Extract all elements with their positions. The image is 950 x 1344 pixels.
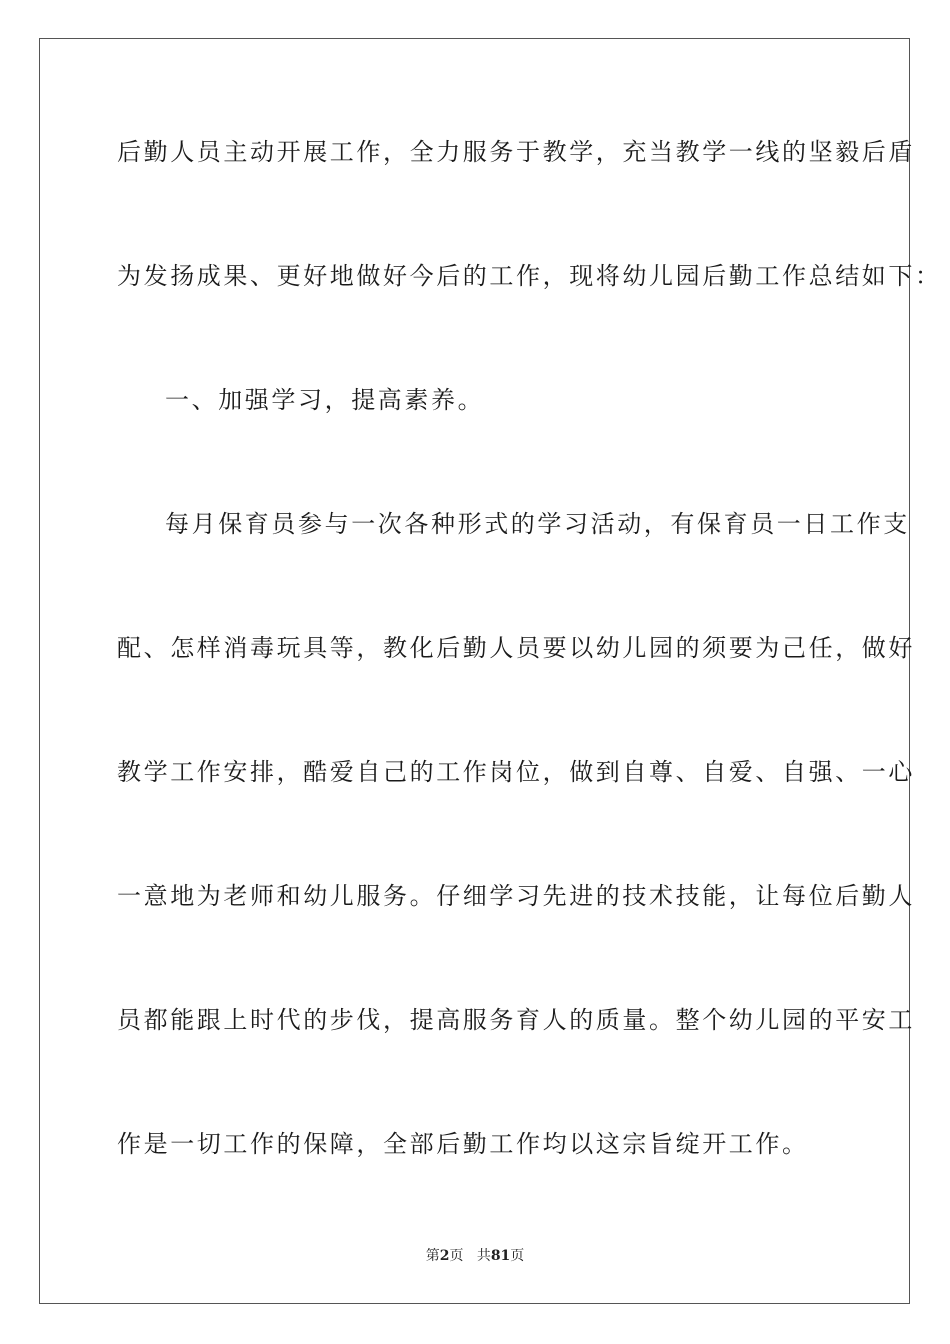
paragraph-line: 员都能跟上时代的步伐，提高服务育人的质量。整个幼儿园的平安工 xyxy=(117,1006,915,1034)
paragraph-line: 教学工作安排，酷爱自己的工作岗位，做到自尊、自爱、自强、一心 xyxy=(117,758,915,786)
total-prefix: 共 xyxy=(476,1248,491,1264)
total-suffix: 页 xyxy=(510,1248,525,1264)
section-heading: 一、加强学习，提高素养。 xyxy=(165,386,485,414)
page-suffix: 页 xyxy=(449,1248,464,1264)
page-prefix: 第 xyxy=(425,1248,440,1264)
page-number: 2 xyxy=(439,1248,450,1264)
page-frame xyxy=(39,38,942,1304)
paragraph-line: 为发扬成果、更好地做好今后的工作，现将幼儿园后勤工作总结如下： xyxy=(117,262,942,290)
paragraph-line: 每月保育员参与一次各种形式的学习活动，有保育员一日工作支 xyxy=(165,510,910,538)
paragraph-line: 后勤人员主动开展工作，全力服务于教学，充当教学一线的坚毅后盾 xyxy=(117,138,915,166)
paragraph-line: 作是一切工作的保障，全部后勤工作均以这宗旨绽开工作。 xyxy=(117,1130,809,1158)
paragraph-line: 一意地为老师和幼儿服务。仔细学习先进的技术技能，让每位后勤人 xyxy=(117,882,915,910)
page-footer xyxy=(0,1246,950,1266)
paragraph-line: 配、怎样消毒玩具等，教化后勤人员要以幼儿园的须要为己任，做好 xyxy=(117,634,915,662)
total-pages: 81 xyxy=(490,1248,511,1264)
